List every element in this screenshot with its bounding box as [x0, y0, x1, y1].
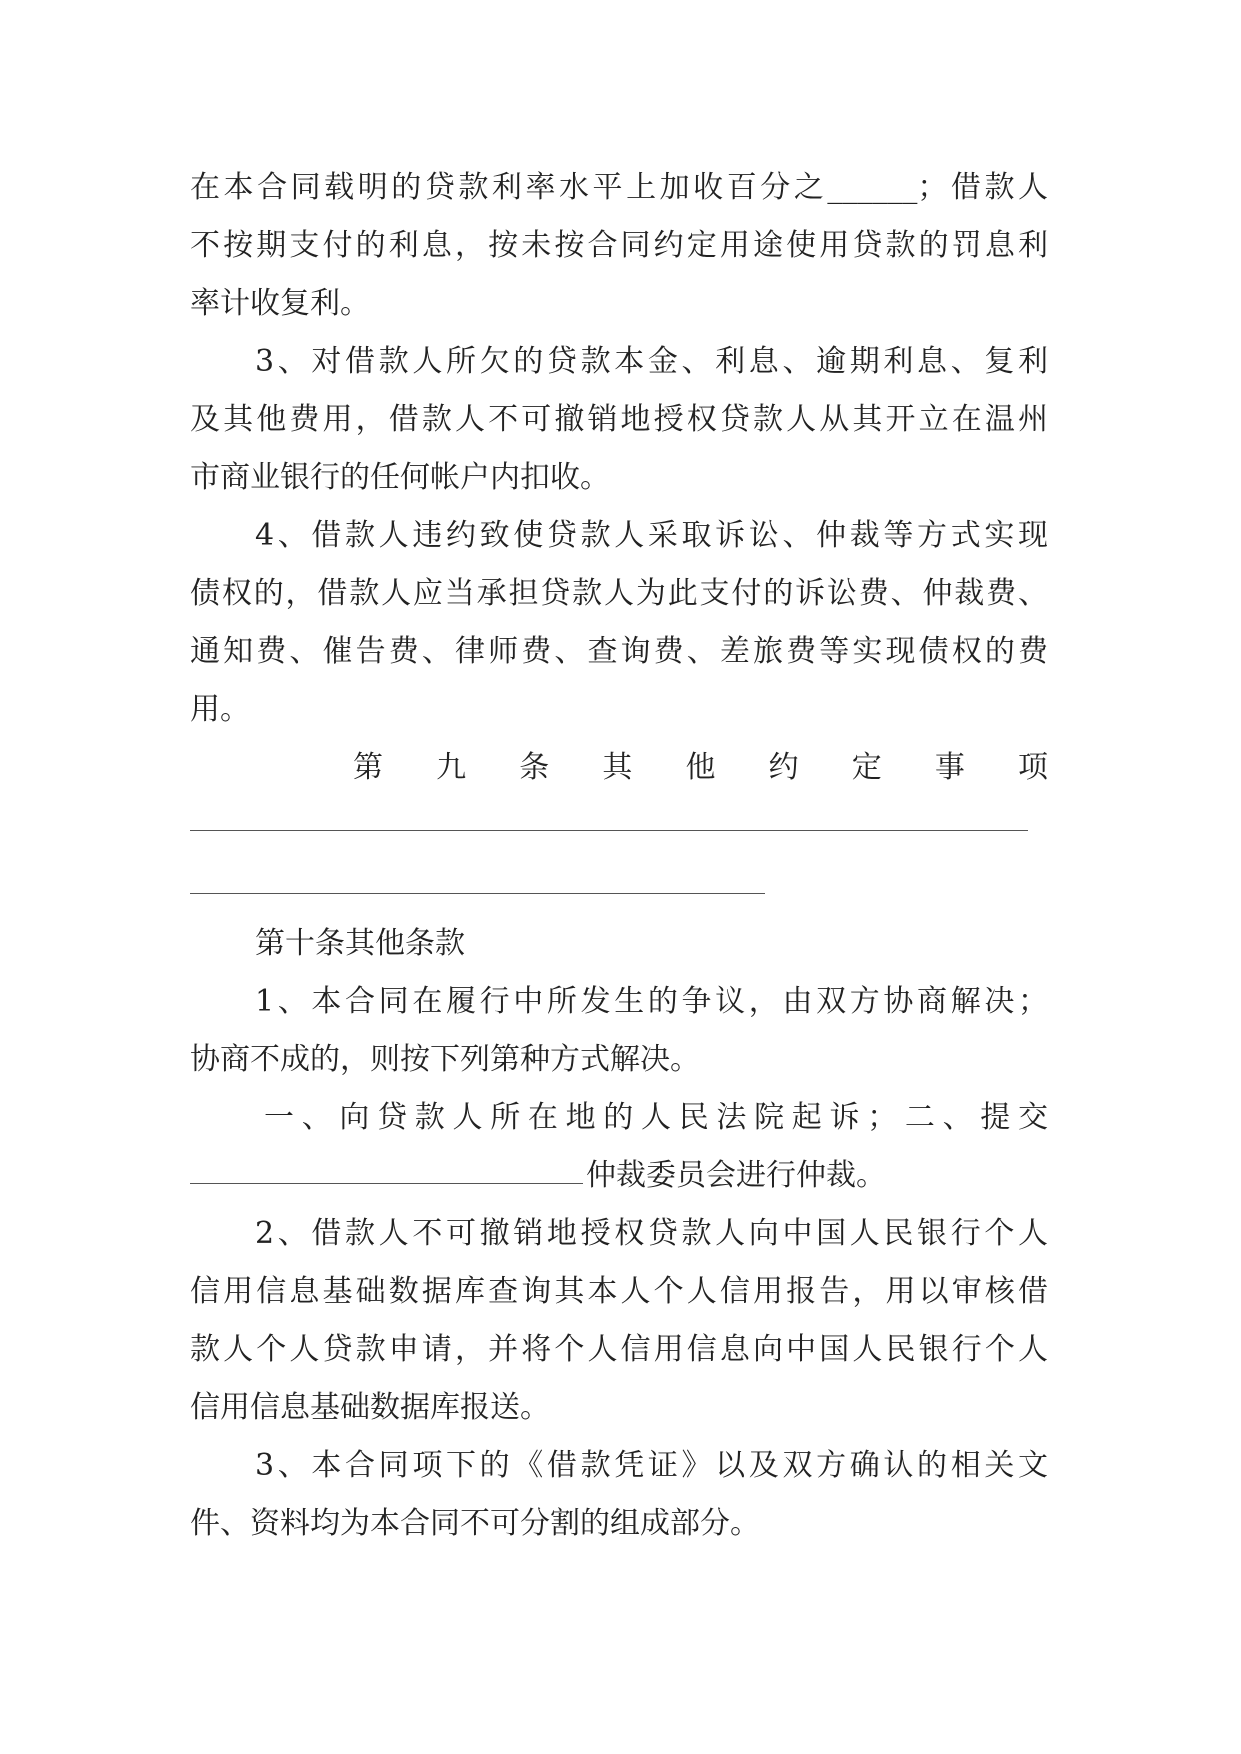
- fill-in-blank-line: [190, 1183, 583, 1184]
- text-line: 3、对借款人所欠的贷款本金、利息、逾期利息、复利: [255, 344, 1048, 379]
- text-line: 率计收复利。: [190, 286, 370, 321]
- text-line: 市商业银行的任何帐户内扣收。: [190, 460, 610, 495]
- text-line: 及其他费用，借款人不可撤销地授权贷款人从其开立在温州: [190, 402, 1048, 437]
- text-line: 1、本合同在履行中所发生的争议，由双方协商解决；: [255, 984, 1048, 1019]
- text-line: 2、借款人不可撤销地授权贷款人向中国人民银行个人: [255, 1216, 1048, 1251]
- text-line: 用。: [190, 692, 250, 727]
- text-line: 通知费、催告费、律师费、查询费、差旅费等实现债权的费: [190, 634, 1048, 669]
- fill-in-blank-line: [190, 893, 765, 894]
- text-line: 件、资料均为本合同不可分割的组成部分。: [190, 1506, 760, 1541]
- text-line: 不按期支付的利息，按未按合同约定用途使用贷款的罚息利: [190, 228, 1048, 263]
- text-line: 信用信息基础数据库报送。: [190, 1390, 550, 1425]
- text-line: 3、本合同项下的《借款凭证》以及双方确认的相关文: [255, 1448, 1048, 1483]
- article-heading: 第十条其他条款: [255, 926, 465, 961]
- text-line: 4、借款人违约致使贷款人采取诉讼、仲裁等方式实现: [255, 518, 1048, 553]
- text-line: 协商不成的，则按下列第种方式解决。: [190, 1042, 700, 1077]
- text-line: 一、向贷款人所在地的人民法院起诉；二、提交: [264, 1100, 1048, 1135]
- text-line: 款人个人贷款申请，并将个人信用信息向中国人民银行个人: [190, 1332, 1048, 1367]
- text-line: 债权的，借款人应当承担贷款人为此支付的诉讼费、仲裁费、: [190, 576, 1048, 611]
- text-line: 信用信息基础数据库查询其本人个人信用报告，用以审核借: [190, 1274, 1048, 1309]
- text-line: 在本合同载明的贷款利率水平上加收百分之______；借款人: [190, 170, 1048, 205]
- fill-in-blank-line: [190, 830, 1028, 831]
- text-line: 仲裁委员会进行仲裁。: [586, 1158, 886, 1193]
- article-heading: 第九条其他约定事项: [353, 750, 1048, 785]
